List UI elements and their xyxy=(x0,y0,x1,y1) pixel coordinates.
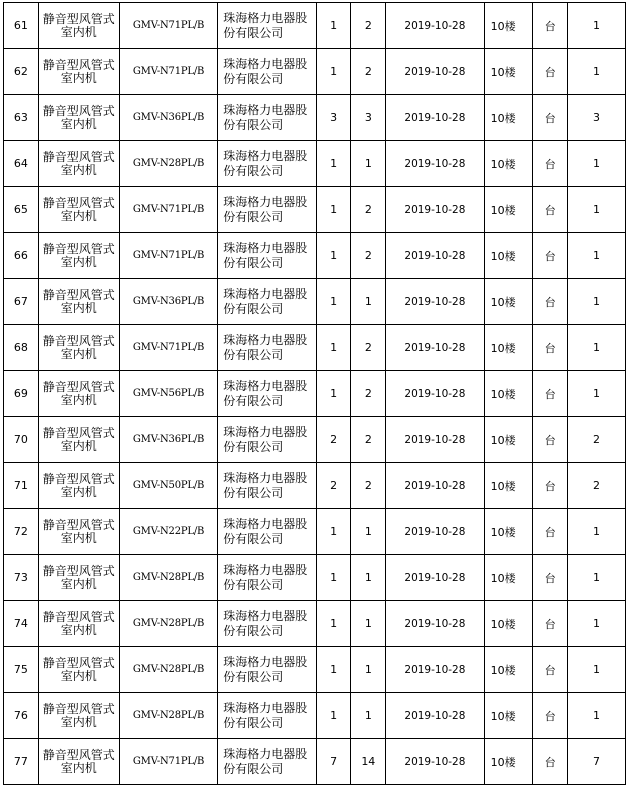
date-cell: 2019-10-28 xyxy=(386,739,484,785)
count-cell: 1 xyxy=(568,509,626,555)
date-cell: 2019-10-28 xyxy=(386,509,484,555)
unit-cell: 台 xyxy=(533,417,568,463)
power-cell: 1 xyxy=(351,141,386,187)
date-cell: 2019-10-28 xyxy=(386,95,484,141)
count-cell: 1 xyxy=(568,3,626,49)
quantity-cell: 1 xyxy=(316,509,351,555)
table-body xyxy=(4,3,626,785)
quantity-cell: 1 xyxy=(316,279,351,325)
location-cell: 10楼 xyxy=(484,141,533,187)
quantity-cell: 3 xyxy=(316,95,351,141)
location-cell: 10楼 xyxy=(484,325,533,371)
count-cell: 1 xyxy=(568,601,626,647)
date-cell: 2019-10-28 xyxy=(386,187,484,233)
location-cell: 10楼 xyxy=(484,509,533,555)
unit-cell: 台 xyxy=(533,95,568,141)
model-cell: GMV-N50PL/B xyxy=(119,463,217,509)
manufacturer-cell: 珠海格力电器股份有限公司 xyxy=(218,141,316,187)
quantity-cell: 7 xyxy=(316,739,351,785)
row-number-cell: 71 xyxy=(4,463,39,509)
count-cell: 3 xyxy=(568,95,626,141)
row-number-cell: 66 xyxy=(4,233,39,279)
count-cell: 1 xyxy=(568,555,626,601)
count-cell: 1 xyxy=(568,279,626,325)
location-cell: 10楼 xyxy=(484,417,533,463)
row-number-cell: 67 xyxy=(4,279,39,325)
device-name-cell: 静音型风管式室内机 xyxy=(38,325,119,371)
model-cell: GMV-N71PL/B xyxy=(119,187,217,233)
row-number-cell: 61 xyxy=(4,3,39,49)
power-cell: 14 xyxy=(351,739,386,785)
location-cell: 10楼 xyxy=(484,693,533,739)
quantity-cell: 1 xyxy=(316,601,351,647)
unit-cell: 台 xyxy=(533,325,568,371)
model-cell: GMV-N28PL/B xyxy=(119,601,217,647)
table-row xyxy=(4,3,626,49)
row-number-cell: 74 xyxy=(4,601,39,647)
location-cell: 10楼 xyxy=(484,187,533,233)
model-cell: GMV-N71PL/B xyxy=(119,739,217,785)
model-cell: GMV-N28PL/B xyxy=(119,647,217,693)
location-cell: 10楼 xyxy=(484,3,533,49)
power-cell: 2 xyxy=(351,49,386,95)
device-name-cell: 静音型风管式室内机 xyxy=(38,417,119,463)
manufacturer-cell: 珠海格力电器股份有限公司 xyxy=(218,739,316,785)
unit-cell: 台 xyxy=(533,49,568,95)
manufacturer-cell: 珠海格力电器股份有限公司 xyxy=(218,95,316,141)
device-name-cell: 静音型风管式室内机 xyxy=(38,279,119,325)
device-name-cell: 静音型风管式室内机 xyxy=(38,463,119,509)
row-number-cell: 63 xyxy=(4,95,39,141)
quantity-cell: 1 xyxy=(316,371,351,417)
model-cell: GMV-N71PL/B xyxy=(119,233,217,279)
location-cell: 10楼 xyxy=(484,601,533,647)
manufacturer-cell: 珠海格力电器股份有限公司 xyxy=(218,279,316,325)
table-row xyxy=(4,417,626,463)
manufacturer-cell: 珠海格力电器股份有限公司 xyxy=(218,3,316,49)
date-cell: 2019-10-28 xyxy=(386,233,484,279)
manufacturer-cell: 珠海格力电器股份有限公司 xyxy=(218,187,316,233)
model-cell: GMV-N71PL/B xyxy=(119,325,217,371)
date-cell: 2019-10-28 xyxy=(386,49,484,95)
quantity-cell: 2 xyxy=(316,463,351,509)
power-cell: 3 xyxy=(351,95,386,141)
date-cell: 2019-10-28 xyxy=(386,647,484,693)
device-name-cell: 静音型风管式室内机 xyxy=(38,555,119,601)
manufacturer-cell: 珠海格力电器股份有限公司 xyxy=(218,601,316,647)
count-cell: 1 xyxy=(568,141,626,187)
model-cell: GMV-N71PL/B xyxy=(119,3,217,49)
date-cell: 2019-10-28 xyxy=(386,279,484,325)
device-name-cell: 静音型风管式室内机 xyxy=(38,693,119,739)
quantity-cell: 1 xyxy=(316,325,351,371)
device-name-cell: 静音型风管式室内机 xyxy=(38,601,119,647)
power-cell: 2 xyxy=(351,3,386,49)
unit-cell: 台 xyxy=(533,187,568,233)
unit-cell: 台 xyxy=(533,647,568,693)
unit-cell: 台 xyxy=(533,141,568,187)
count-cell: 2 xyxy=(568,417,626,463)
row-number-cell: 69 xyxy=(4,371,39,417)
table-row xyxy=(4,95,626,141)
location-cell: 10楼 xyxy=(484,555,533,601)
manufacturer-cell: 珠海格力电器股份有限公司 xyxy=(218,555,316,601)
quantity-cell: 1 xyxy=(316,693,351,739)
power-cell: 1 xyxy=(351,647,386,693)
row-number-cell: 73 xyxy=(4,555,39,601)
device-name-cell: 静音型风管式室内机 xyxy=(38,233,119,279)
model-cell: GMV-N36PL/B xyxy=(119,279,217,325)
date-cell: 2019-10-28 xyxy=(386,3,484,49)
device-name-cell: 静音型风管式室内机 xyxy=(38,647,119,693)
unit-cell: 台 xyxy=(533,693,568,739)
date-cell: 2019-10-28 xyxy=(386,555,484,601)
table-row xyxy=(4,601,626,647)
quantity-cell: 2 xyxy=(316,417,351,463)
table-row xyxy=(4,739,626,785)
manufacturer-cell: 珠海格力电器股份有限公司 xyxy=(218,233,316,279)
device-name-cell: 静音型风管式室内机 xyxy=(38,3,119,49)
location-cell: 10楼 xyxy=(484,463,533,509)
power-cell: 2 xyxy=(351,187,386,233)
quantity-cell: 1 xyxy=(316,49,351,95)
power-cell: 2 xyxy=(351,417,386,463)
manufacturer-cell: 珠海格力电器股份有限公司 xyxy=(218,417,316,463)
row-number-cell: 75 xyxy=(4,647,39,693)
date-cell: 2019-10-28 xyxy=(386,693,484,739)
device-name-cell: 静音型风管式室内机 xyxy=(38,141,119,187)
device-name-cell: 静音型风管式室内机 xyxy=(38,49,119,95)
unit-cell: 台 xyxy=(533,463,568,509)
table-row xyxy=(4,693,626,739)
row-number-cell: 62 xyxy=(4,49,39,95)
device-name-cell: 静音型风管式室内机 xyxy=(38,187,119,233)
date-cell: 2019-10-28 xyxy=(386,141,484,187)
model-cell: GMV-N36PL/B xyxy=(119,417,217,463)
power-cell: 2 xyxy=(351,325,386,371)
unit-cell: 台 xyxy=(533,601,568,647)
location-cell: 10楼 xyxy=(484,233,533,279)
count-cell: 1 xyxy=(568,371,626,417)
location-cell: 10楼 xyxy=(484,647,533,693)
date-cell: 2019-10-28 xyxy=(386,463,484,509)
model-cell: GMV-N28PL/B xyxy=(119,141,217,187)
quantity-cell: 1 xyxy=(316,187,351,233)
manufacturer-cell: 珠海格力电器股份有限公司 xyxy=(218,463,316,509)
model-cell: GMV-N71PL/B xyxy=(119,49,217,95)
count-cell: 2 xyxy=(568,463,626,509)
table-row xyxy=(4,325,626,371)
location-cell: 10楼 xyxy=(484,279,533,325)
manufacturer-cell: 珠海格力电器股份有限公司 xyxy=(218,49,316,95)
model-cell: GMV-N36PL/B xyxy=(119,95,217,141)
table-row xyxy=(4,555,626,601)
device-name-cell: 静音型风管式室内机 xyxy=(38,371,119,417)
equipment-table xyxy=(3,2,626,785)
quantity-cell: 1 xyxy=(316,555,351,601)
manufacturer-cell: 珠海格力电器股份有限公司 xyxy=(218,693,316,739)
power-cell: 1 xyxy=(351,601,386,647)
power-cell: 2 xyxy=(351,463,386,509)
table-row xyxy=(4,233,626,279)
count-cell: 1 xyxy=(568,49,626,95)
unit-cell: 台 xyxy=(533,3,568,49)
count-cell: 1 xyxy=(568,325,626,371)
row-number-cell: 72 xyxy=(4,509,39,555)
power-cell: 1 xyxy=(351,693,386,739)
device-name-cell: 静音型风管式室内机 xyxy=(38,509,119,555)
row-number-cell: 77 xyxy=(4,739,39,785)
model-cell: GMV-N28PL/B xyxy=(119,693,217,739)
location-cell: 10楼 xyxy=(484,49,533,95)
table-row xyxy=(4,279,626,325)
manufacturer-cell: 珠海格力电器股份有限公司 xyxy=(218,647,316,693)
quantity-cell: 1 xyxy=(316,3,351,49)
date-cell: 2019-10-28 xyxy=(386,371,484,417)
row-number-cell: 76 xyxy=(4,693,39,739)
table-row xyxy=(4,187,626,233)
power-cell: 2 xyxy=(351,371,386,417)
location-cell: 10楼 xyxy=(484,371,533,417)
power-cell: 1 xyxy=(351,509,386,555)
model-cell: GMV-N56PL/B xyxy=(119,371,217,417)
device-name-cell: 静音型风管式室内机 xyxy=(38,95,119,141)
unit-cell: 台 xyxy=(533,279,568,325)
location-cell: 10楼 xyxy=(484,739,533,785)
row-number-cell: 70 xyxy=(4,417,39,463)
quantity-cell: 1 xyxy=(316,233,351,279)
count-cell: 1 xyxy=(568,693,626,739)
manufacturer-cell: 珠海格力电器股份有限公司 xyxy=(218,325,316,371)
row-number-cell: 65 xyxy=(4,187,39,233)
count-cell: 1 xyxy=(568,647,626,693)
row-number-cell: 68 xyxy=(4,325,39,371)
unit-cell: 台 xyxy=(533,371,568,417)
count-cell: 1 xyxy=(568,233,626,279)
table-row xyxy=(4,49,626,95)
power-cell: 2 xyxy=(351,233,386,279)
manufacturer-cell: 珠海格力电器股份有限公司 xyxy=(218,509,316,555)
location-cell: 10楼 xyxy=(484,95,533,141)
date-cell: 2019-10-28 xyxy=(386,325,484,371)
power-cell: 1 xyxy=(351,279,386,325)
quantity-cell: 1 xyxy=(316,141,351,187)
unit-cell: 台 xyxy=(533,509,568,555)
date-cell: 2019-10-28 xyxy=(386,417,484,463)
table-row xyxy=(4,371,626,417)
unit-cell: 台 xyxy=(533,739,568,785)
device-name-cell: 静音型风管式室内机 xyxy=(38,739,119,785)
quantity-cell: 1 xyxy=(316,647,351,693)
count-cell: 1 xyxy=(568,187,626,233)
table-row xyxy=(4,509,626,555)
model-cell: GMV-N22PL/B xyxy=(119,509,217,555)
table-row xyxy=(4,141,626,187)
date-cell: 2019-10-28 xyxy=(386,601,484,647)
model-cell: GMV-N28PL/B xyxy=(119,555,217,601)
table-row xyxy=(4,463,626,509)
count-cell: 7 xyxy=(568,739,626,785)
unit-cell: 台 xyxy=(533,233,568,279)
unit-cell: 台 xyxy=(533,555,568,601)
power-cell: 1 xyxy=(351,555,386,601)
table-row xyxy=(4,647,626,693)
row-number-cell: 64 xyxy=(4,141,39,187)
manufacturer-cell: 珠海格力电器股份有限公司 xyxy=(218,371,316,417)
